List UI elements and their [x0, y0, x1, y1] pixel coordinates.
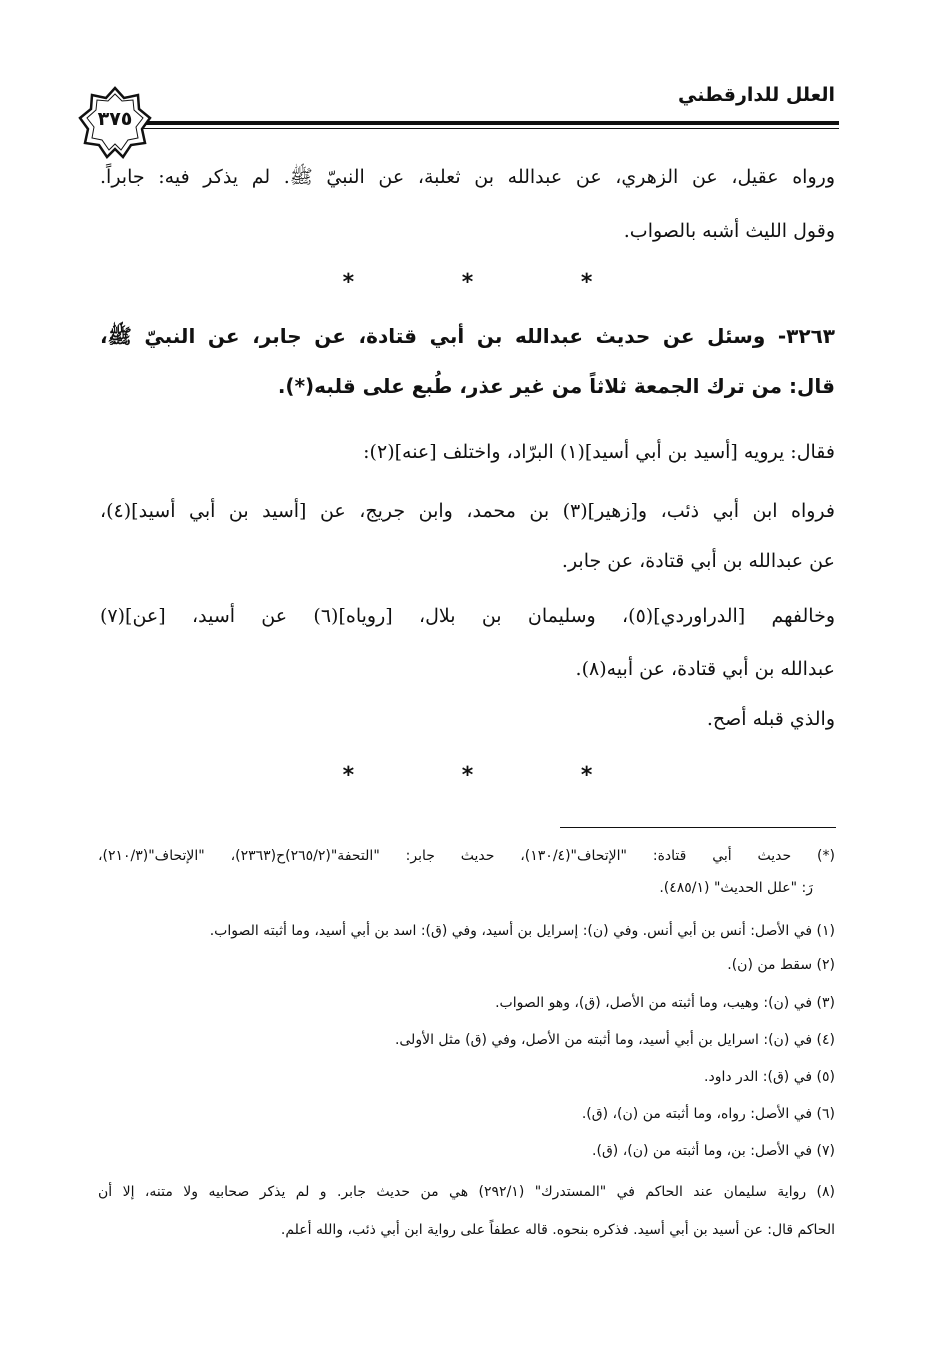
footnote-2: (٢) سقط من (ن).	[727, 957, 835, 973]
answer-paragraph-4: والذي قبله أصح.	[706, 708, 835, 730]
footnote-8-line-1: (٨) رواية سليمان عند الحاكم في "المستدرك" (٢٩٢/١) هي من حديث جابر. و لم يذكر صحابيه ولا متنه، إلا أن	[98, 1184, 835, 1200]
page-number: ٣٧٥	[97, 108, 133, 130]
footnote-3: (٣) في (ن): وهيب، وما أثبته من الأصل، (ق)، وهو الصواب.	[495, 995, 835, 1011]
footnote-7: (٧) في الأصل: بن، وما أثبته من (ن)، (ق).	[592, 1143, 835, 1159]
answer-paragraph-3-line-2: عبدالله بن أبي قتادة، عن أبيه(٨).	[575, 658, 835, 680]
footnote-star-line-2: رَ: "علل الحديث" (٤٨٥/١).	[659, 880, 813, 896]
header-rule-thin	[140, 128, 839, 129]
answer-paragraph-1: فقال: يرويه [أسيد بن أبي أسيد](١) البرّاد، واختلف [عنه](٢):	[363, 441, 835, 463]
footnote-rule	[560, 827, 836, 828]
question-heading-line-2: قال: من ترك الجمعة ثلاثاً من غير عذر، طُبع على قلبه(*).	[277, 374, 835, 398]
footnote-4: (٤) في (ن): اسرايل بن أبي أسيد، وما أثبته من الأصل، وفي (ق) مثل الأولى.	[394, 1032, 835, 1048]
answer-paragraph-2-line-1: فرواه ابن أبي ذئب، و[زهير](٣) بن محمد، وابن جريج، عن [أسيد بن أبي أسيد](٤)،	[100, 500, 835, 522]
answer-paragraph-3-line-1: وخالفهم [الدراوردي](٥)، وسليمان بن بلال، [روياه](٦) عن أسيد، [عن](٧)	[100, 605, 836, 627]
footnote-1: (١) في الأصل: أنس بن أبي أنس. وفي (ن): إسرايل بن أسيد، وفي (ق): اسد بن أبي أسيد، وما أثبته الصواب.	[209, 923, 835, 939]
section-separator: * * *	[342, 270, 643, 295]
footnote-star-line-1: (*) حديث أبي قتادة: "الإتحاف"(١٣٠/٤)، حديث جابر: "التحفة"(٢٦٥/٢)ح(٢٣٦٣)، "الإتحاف"(٢١٠/٣)،	[98, 848, 835, 864]
footnote-8-line-2: الحاكم قال: عن أسيد بن أبي أسيد. فذكره بنحوه. قاله عطفاً على رواية ابن أبي ذئب، والله أعلم.	[280, 1222, 835, 1238]
answer-paragraph-2-line-2: عن عبدالله بن أبي قتادة، عن جابر.	[561, 550, 835, 572]
running-header-title: العلل للدارقطني	[678, 84, 835, 106]
header-rule	[140, 121, 839, 125]
footnote-5: (٥) في (ق): الدر داود.	[704, 1069, 835, 1085]
section-separator-2: * * *	[342, 763, 643, 788]
footnote-6: (٦) في الأصل: رواه، وما أثبته من (ن)، (ق).	[581, 1106, 835, 1122]
question-heading-line-1: ٣٢٦٣- وسئل عن حديث عبدالله بن أبي قتادة، عن جابر، عن النبيّ ﷺ،	[100, 324, 835, 348]
body-line-2: وقول الليث أشبه بالصواب.	[623, 220, 835, 242]
body-line-1: ورواه عقيل، عن الزهري، عن عبدالله بن ثعلبة، عن النبيّ ﷺ. لم يذكر فيه: جابراً.	[100, 166, 835, 188]
